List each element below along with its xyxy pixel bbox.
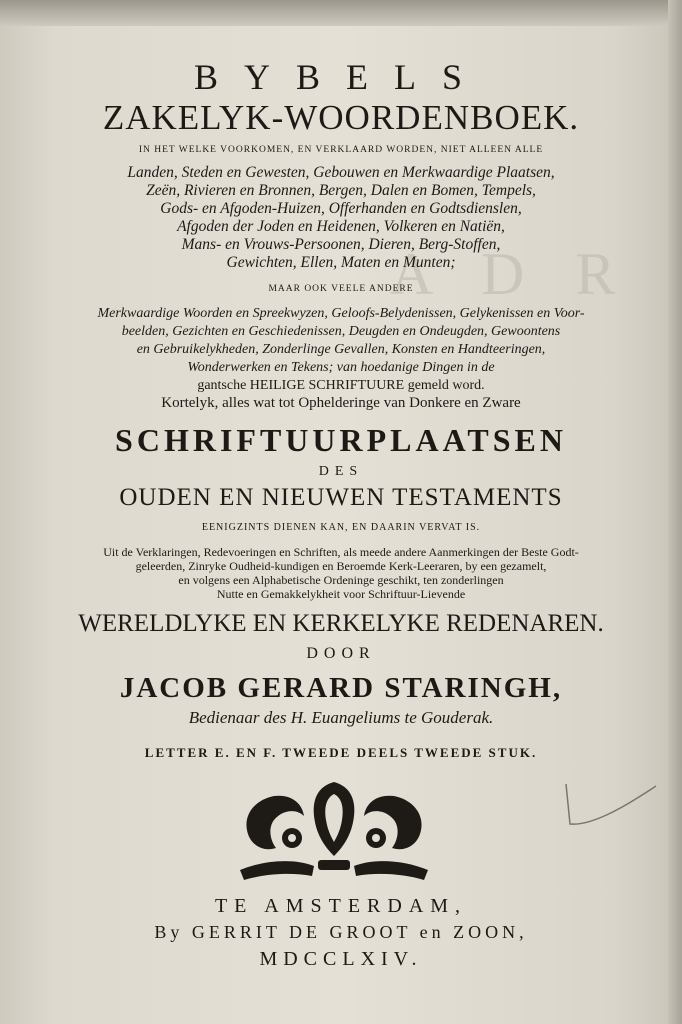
list-2-line: en Gebruikelykheden, Zonderlinge Gevallen, Konsten en Handteeringen, xyxy=(136,342,546,357)
list-1-line: Gewichten, Ellen, Maten en Munten; xyxy=(226,254,456,271)
imprint-publisher: By GERRIT DE GROOT en ZOON, xyxy=(154,922,528,942)
page-top-shadow xyxy=(0,0,682,26)
author-name: JACOB GERARD STARINGH, xyxy=(119,672,563,704)
imprint-year: MDCCLXIV. xyxy=(259,948,423,970)
testaments-heading: OUDEN EN NIEUWEN TESTAMENTS xyxy=(119,484,563,511)
list-2-line: Merkwaardige Woorden en Spreekwyzen, Geloofs-Belydenissen, Gelykenissen en Voor- xyxy=(97,306,585,321)
list-2-line: beelden, Gezichten en Geschiedenissen, Deugden en Ondeugden, Gewoontens xyxy=(121,324,561,339)
bleed-through-text: A D R xyxy=(390,241,634,307)
list-1 xyxy=(0,164,682,272)
list-1-line: Gods- en Afgoden-Huizen, Offerhanden en Godtsdienslen, xyxy=(160,200,522,217)
author-role: Bedienaar des H. Euangeliums te Gouderak. xyxy=(188,708,494,727)
printer-ornament-icon xyxy=(234,776,434,884)
redenaren-heading: WERELDLYKE EN KERKELYKE REDENAREN. xyxy=(78,610,604,637)
subtitle-3: EENIGZINTS DIENEN KAN, EN DAARIN VERVAT IS. xyxy=(201,522,481,533)
des-line: DES xyxy=(318,464,364,479)
kortelyk-line: Kortelyk, alles wat tot Ophelderinge van Donkere en Zware xyxy=(161,395,521,411)
list-2 xyxy=(0,305,682,395)
list-3-line: Nutte en Gemakkelykheit voor Schriftuur-Lievende xyxy=(216,587,466,601)
list-3-line: Uit de Verklaringen, Redevoeringen en Schriften, als meede andere Aanmerkingen der Beste Godt- xyxy=(103,545,579,559)
list-1-line: Zeën, Rivieren en Bronnen, Bergen, Dalen en Bomen, Tempels, xyxy=(146,182,536,199)
door-line: DOOR xyxy=(306,645,376,662)
title-line-2: ZAKELYK-WOORDENBOEK. xyxy=(102,98,580,137)
volume-line: LETTER E. EN F. TWEEDE DEELS TWEEDE STUK. xyxy=(144,745,538,760)
list-3-line: en volgens een Alphabetische Ordeninge geschikt, ten zonderlingen xyxy=(178,573,504,587)
list-1-line: Landen, Steden en Gewesten, Gebouwen en Merkwaardige Plaatsen, xyxy=(127,164,555,181)
title-line-1: BYBELS xyxy=(193,57,489,97)
list-3-line: geleerden, Zinryke Oudheid-kundigen en Beroemde Kerk-Leeraren, by een gezamelt, xyxy=(135,559,547,573)
subtitle-1: IN HET WELKE VOORKOMEN, EN VERKLAARD WORDEN, NIET ALLEEN ALLE xyxy=(138,145,544,155)
subtitle-2: MAAR OOK VEELE ANDERE xyxy=(268,284,414,294)
list-1-line: Mans- en Vrouws-Persoonen, Dieren, Berg-Stoffen, xyxy=(181,236,501,253)
imprint-place: TE AMSTERDAM, xyxy=(214,895,468,917)
list-2-line: Wonderwerken en Tekens; van hoedanige Dingen in de xyxy=(187,360,495,375)
list-1-line: Afgoden der Joden en Heidenen, Volkeren en Natiën, xyxy=(177,218,505,235)
schriftuurplaatsen-heading: SCHRIFTUURPLAATSEN xyxy=(115,422,567,458)
pencil-mark xyxy=(560,780,660,840)
list-3 xyxy=(0,545,682,601)
list-2-line: gantsche HEILIGE SCHRIFTUURE gemeld word. xyxy=(197,378,485,393)
